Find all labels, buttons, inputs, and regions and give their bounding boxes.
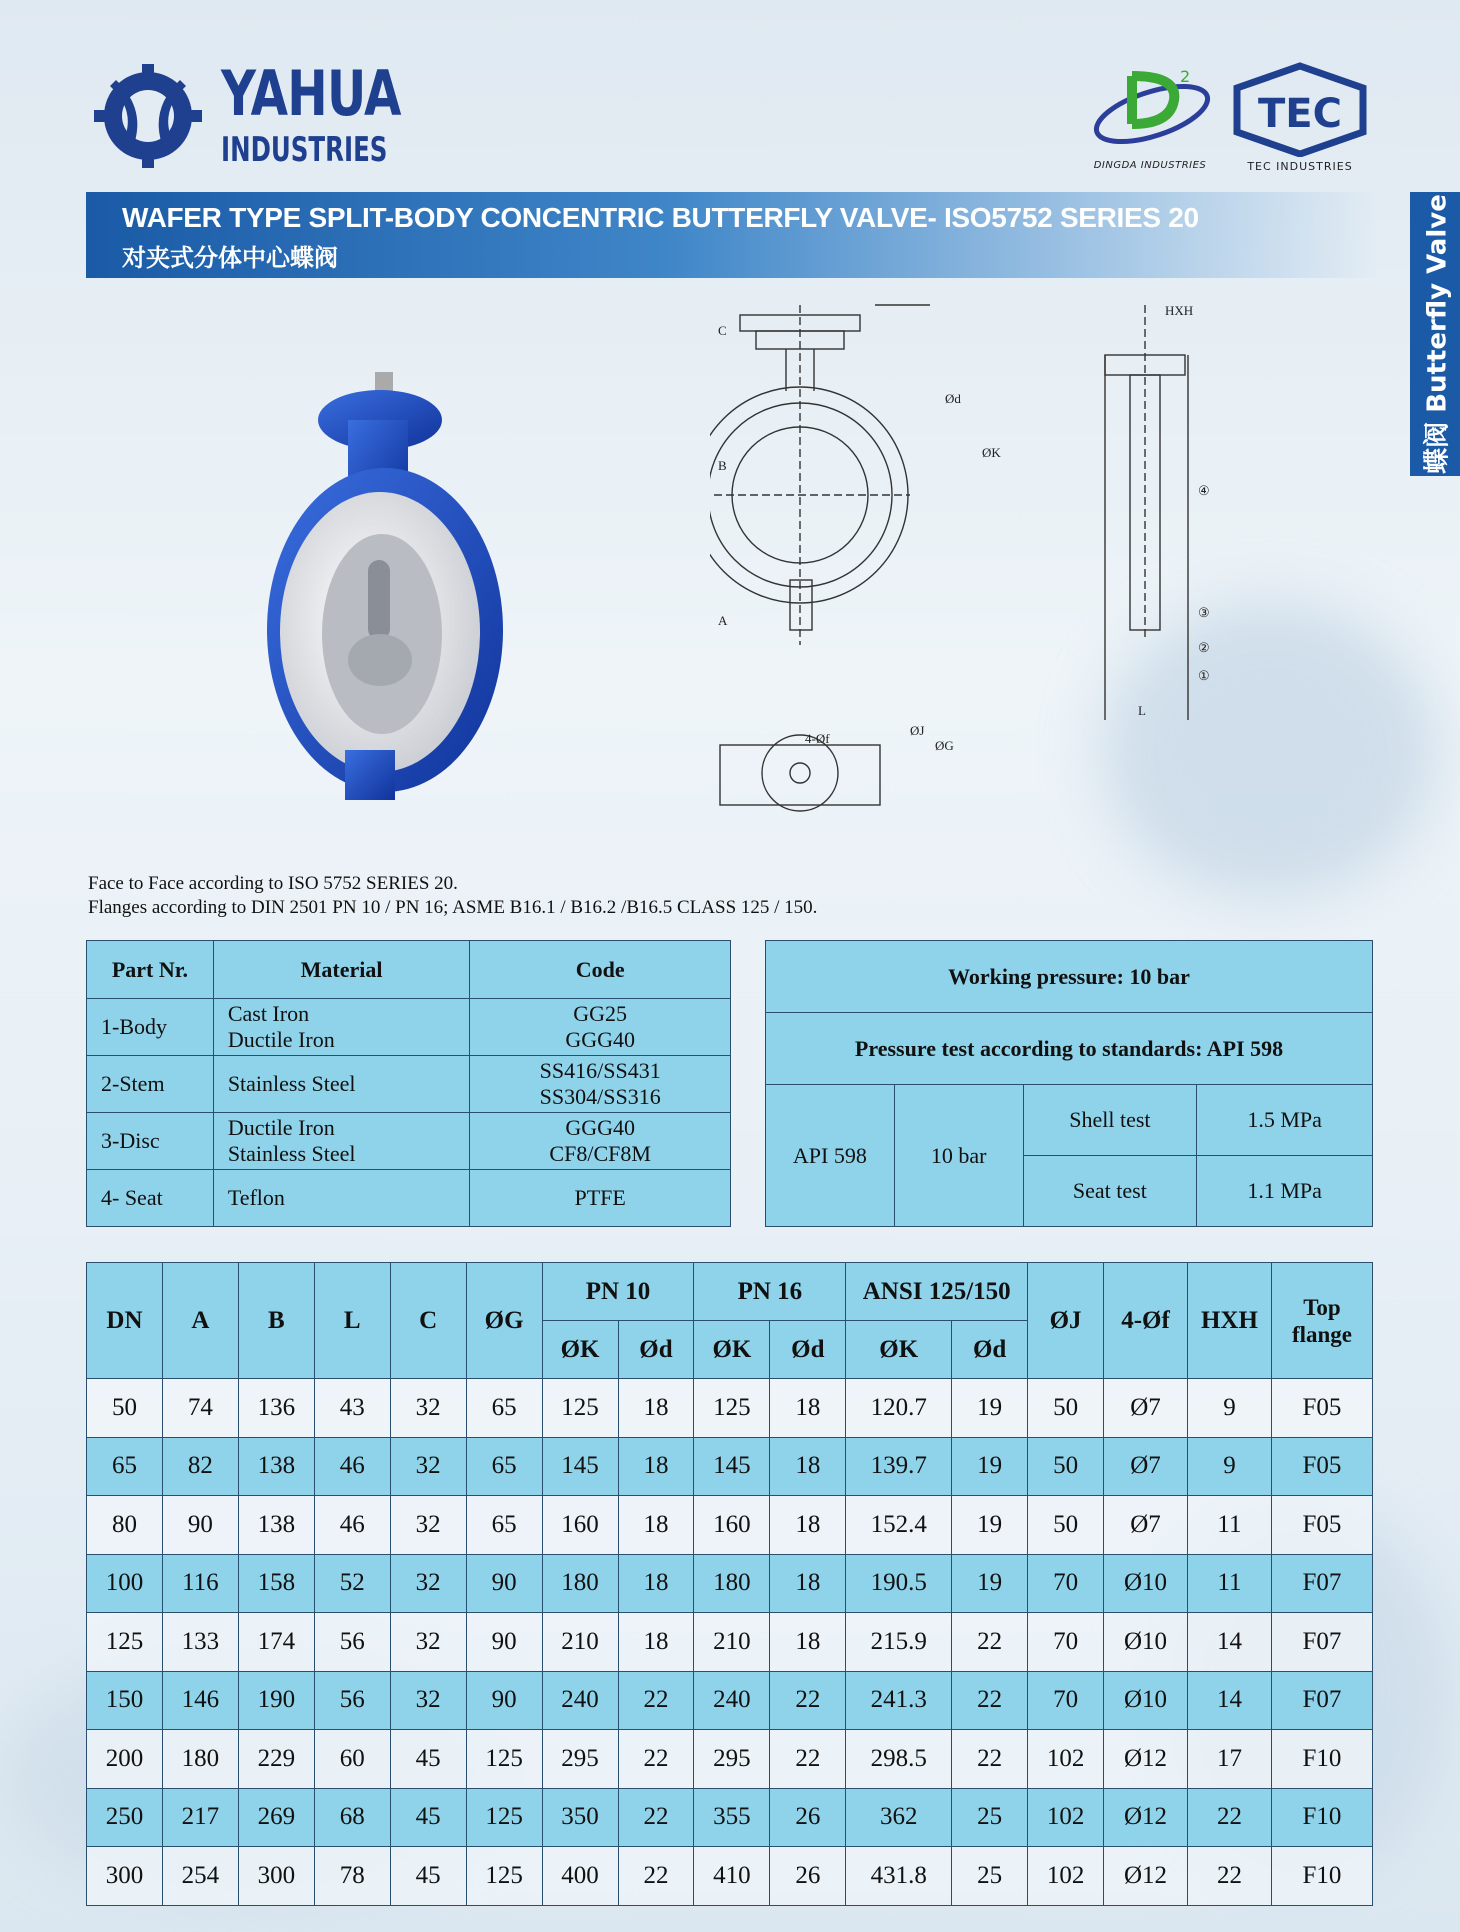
drawing-label-2: ②: [1198, 640, 1210, 655]
table-cell: 217: [162, 1788, 238, 1847]
table-cell: Ø10: [1104, 1554, 1188, 1613]
table-cell: 50: [87, 1379, 163, 1438]
seat-test-value: 1.1 MPa: [1197, 1156, 1373, 1227]
material-cell: Teflon: [213, 1170, 470, 1227]
table-row: [87, 1613, 1373, 1672]
table-cell: 145: [542, 1437, 618, 1496]
code-cell: [470, 1113, 731, 1170]
table-cell: 125: [466, 1788, 542, 1847]
table-cell: 410: [694, 1847, 770, 1906]
table-cell: 70: [1028, 1613, 1104, 1672]
category-side-tab: [1410, 192, 1460, 476]
table-cell: 210: [694, 1613, 770, 1672]
table-cell: 18: [618, 1437, 694, 1496]
code-line: GGG40: [565, 1115, 636, 1140]
table-cell: 138: [238, 1496, 314, 1555]
brand-sub: INDUSTRIES: [221, 130, 388, 170]
table-cell: 25: [952, 1788, 1028, 1847]
table-cell: 74: [162, 1379, 238, 1438]
table-cell: 46: [314, 1496, 390, 1555]
header-oj: ØJ: [1028, 1263, 1104, 1379]
materials-header: Material: [213, 941, 470, 999]
table-cell: 45: [390, 1788, 466, 1847]
header-ok: ØK: [542, 1321, 618, 1379]
table-cell: 240: [542, 1671, 618, 1730]
table-cell: 102: [1028, 1788, 1104, 1847]
drawing-label-1: ①: [1198, 668, 1210, 683]
table-cell: 210: [542, 1613, 618, 1672]
table-cell: 70: [1028, 1671, 1104, 1730]
yahua-logo: [86, 57, 426, 175]
table-cell: 300: [238, 1847, 314, 1906]
table-row: [87, 1170, 731, 1227]
table-cell: 18: [618, 1554, 694, 1613]
material-cell: [213, 999, 470, 1056]
test-standard-cell: API 598: [766, 1085, 895, 1227]
table-row: [87, 1788, 1373, 1847]
table-cell: F07: [1271, 1554, 1372, 1613]
table-cell: 22: [952, 1730, 1028, 1789]
table-cell: 120.7: [846, 1379, 952, 1438]
header-dn: DN: [87, 1263, 163, 1379]
table-cell: 269: [238, 1788, 314, 1847]
drawing-label-ok: ØK: [982, 445, 1001, 460]
code-line: SS416/SS431: [539, 1058, 661, 1083]
table-cell: 300: [87, 1847, 163, 1906]
header-top-flange: Top flange: [1271, 1263, 1372, 1379]
table-cell: 90: [466, 1613, 542, 1672]
table-cell: 125: [466, 1847, 542, 1906]
table-row: [87, 1847, 1373, 1906]
code-line: CF8/CF8M: [549, 1141, 651, 1166]
materials-table: [86, 940, 731, 1227]
table-cell: 70: [1028, 1554, 1104, 1613]
table-cell: 180: [542, 1554, 618, 1613]
table-cell: 229: [238, 1730, 314, 1789]
table-cell: Ø12: [1104, 1730, 1188, 1789]
table-row: [87, 1056, 731, 1113]
shell-test-label: Shell test: [1023, 1085, 1197, 1156]
header-l: L: [314, 1263, 390, 1379]
table-cell: 32: [390, 1554, 466, 1613]
table-cell: 100: [87, 1554, 163, 1613]
table-cell: 215.9: [846, 1613, 952, 1672]
tec-label: TEC INDUSTRIES: [1247, 160, 1353, 173]
brand-name: YAHUA: [221, 57, 401, 130]
header-od: Ød: [618, 1321, 694, 1379]
dimensions-table: [86, 1262, 1373, 1906]
dingda-label: DINGDA INDUSTRIES: [1093, 160, 1207, 171]
header-ok: ØK: [694, 1321, 770, 1379]
table-cell: 125: [87, 1613, 163, 1672]
table-cell: F10: [1271, 1788, 1372, 1847]
material-cell: [213, 1113, 470, 1170]
tec-hexagon-icon: [1225, 62, 1375, 157]
header-od: Ød: [952, 1321, 1028, 1379]
table-cell: 32: [390, 1671, 466, 1730]
table-cell: 160: [694, 1496, 770, 1555]
drawing-label-c: C: [718, 323, 727, 338]
table-cell: 241.3: [846, 1671, 952, 1730]
table-cell: 14: [1187, 1613, 1271, 1672]
table-cell: 295: [694, 1730, 770, 1789]
drawing-label-b: B: [718, 458, 727, 473]
table-cell: 116: [162, 1554, 238, 1613]
table-cell: F05: [1271, 1379, 1372, 1438]
table-cell: Ø10: [1104, 1613, 1188, 1672]
table-cell: 18: [618, 1379, 694, 1438]
table-cell: 350: [542, 1788, 618, 1847]
materials-header: Part Nr.: [87, 941, 214, 999]
table-cell: 52: [314, 1554, 390, 1613]
table-cell: 32: [390, 1496, 466, 1555]
table-cell: F05: [1271, 1437, 1372, 1496]
table-cell: 32: [390, 1437, 466, 1496]
page-subtitle: 对夹式分体中心蝶阀: [122, 244, 338, 272]
table-cell: 133: [162, 1613, 238, 1672]
table-cell: 18: [770, 1437, 846, 1496]
table-cell: 18: [770, 1554, 846, 1613]
header-pn16: PN 16: [694, 1263, 846, 1321]
table-cell: Ø12: [1104, 1788, 1188, 1847]
drawing-label-l: L: [1138, 703, 1146, 718]
table-cell: 45: [390, 1730, 466, 1789]
drawing-label-og: ØG: [935, 738, 954, 753]
table-cell: 26: [770, 1847, 846, 1906]
table-cell: 125: [466, 1730, 542, 1789]
drawing-label-od: Ød: [945, 391, 961, 406]
note-line: Face to Face according to ISO 5752 SERIES 20.: [88, 873, 458, 894]
header-pn10: PN 10: [542, 1263, 694, 1321]
drawing-label-4of: 4-Øf: [805, 731, 830, 746]
table-row: [87, 999, 731, 1056]
table-cell: 295: [542, 1730, 618, 1789]
table-row: [87, 1496, 1373, 1555]
table-cell: Ø7: [1104, 1496, 1188, 1555]
table-cell: 82: [162, 1437, 238, 1496]
table-cell: F10: [1271, 1847, 1372, 1906]
table-cell: 90: [466, 1554, 542, 1613]
table-row: [87, 1730, 1373, 1789]
table-cell: 32: [390, 1613, 466, 1672]
table-cell: 146: [162, 1671, 238, 1730]
table-cell: 46: [314, 1437, 390, 1496]
table-cell: 18: [770, 1379, 846, 1438]
table-cell: F10: [1271, 1730, 1372, 1789]
table-cell: 65: [466, 1379, 542, 1438]
table-cell: 56: [314, 1613, 390, 1672]
table-row: [87, 1554, 1373, 1613]
table-row: [87, 1379, 1373, 1438]
material-line: Cast Iron: [227, 1001, 310, 1026]
header-ansi: ANSI 125/150: [846, 1263, 1028, 1321]
table-cell: 190: [238, 1671, 314, 1730]
part-cell: 3-Disc: [87, 1113, 214, 1170]
table-cell: 200: [87, 1730, 163, 1789]
table-cell: 19: [952, 1496, 1028, 1555]
table-cell: Ø7: [1104, 1437, 1188, 1496]
code-cell: [470, 1056, 731, 1113]
table-cell: 78: [314, 1847, 390, 1906]
table-cell: 125: [694, 1379, 770, 1438]
table-cell: 431.8: [846, 1847, 952, 1906]
table-cell: 17: [1187, 1730, 1271, 1789]
material-line: Ductile Iron: [227, 1027, 335, 1052]
table-cell: 18: [770, 1496, 846, 1555]
header-hxh: HXH: [1187, 1263, 1271, 1379]
table-cell: 60: [314, 1730, 390, 1789]
table-cell: 18: [770, 1613, 846, 1672]
table-cell: Ø10: [1104, 1671, 1188, 1730]
table-cell: 19: [952, 1379, 1028, 1438]
table-cell: 150: [87, 1671, 163, 1730]
drawing-label-3: ③: [1198, 605, 1210, 620]
shell-test-value: 1.5 MPa: [1197, 1085, 1373, 1156]
spec-notes: [88, 872, 817, 920]
table-cell: 240: [694, 1671, 770, 1730]
drawing-label-oj: ØJ: [910, 723, 925, 738]
table-cell: 11: [1187, 1554, 1271, 1613]
test-rating-cell: 10 bar: [894, 1085, 1023, 1227]
table-cell: 19: [952, 1554, 1028, 1613]
table-cell: 68: [314, 1788, 390, 1847]
table-cell: 139.7: [846, 1437, 952, 1496]
table-cell: 400: [542, 1847, 618, 1906]
table-cell: 50: [1028, 1437, 1104, 1496]
yahua-gear-icon: [86, 60, 216, 170]
table-cell: 22: [618, 1847, 694, 1906]
table-cell: 19: [952, 1437, 1028, 1496]
table-cell: 22: [618, 1730, 694, 1789]
table-cell: 90: [466, 1671, 542, 1730]
working-pressure: Working pressure: 10 bar: [766, 941, 1373, 1013]
table-cell: 362: [846, 1788, 952, 1847]
table-row: [87, 1113, 731, 1170]
code-cell: [470, 999, 731, 1056]
table-cell: 14: [1187, 1671, 1271, 1730]
material-line: Ductile Iron: [227, 1115, 335, 1140]
valve-product-photo: [230, 360, 540, 810]
dingda-logo: [1080, 62, 1220, 177]
table-cell: 18: [618, 1496, 694, 1555]
table-cell: 65: [466, 1496, 542, 1555]
table-cell: 32: [390, 1379, 466, 1438]
table-cell: 355: [694, 1788, 770, 1847]
table-cell: 9: [1187, 1379, 1271, 1438]
header-od: Ød: [770, 1321, 846, 1379]
table-cell: F05: [1271, 1496, 1372, 1555]
table-cell: 174: [238, 1613, 314, 1672]
header-b: B: [238, 1263, 314, 1379]
part-cell: 1-Body: [87, 999, 214, 1056]
table-cell: 45: [390, 1847, 466, 1906]
table-row: [87, 1671, 1373, 1730]
table-cell: 22: [952, 1613, 1028, 1672]
table-cell: 138: [238, 1437, 314, 1496]
table-cell: 22: [1187, 1847, 1271, 1906]
table-cell: 136: [238, 1379, 314, 1438]
table-cell: 102: [1028, 1730, 1104, 1789]
table-cell: 11: [1187, 1496, 1271, 1555]
drawing-label-4: ④: [1198, 483, 1210, 498]
pressure-test-standard: Pressure test according to standards: API 598: [766, 1013, 1373, 1085]
material-line: Stainless Steel: [227, 1141, 356, 1166]
table-cell: F07: [1271, 1671, 1372, 1730]
header-og: ØG: [466, 1263, 542, 1379]
table-cell: 160: [542, 1496, 618, 1555]
table-cell: 65: [466, 1437, 542, 1496]
table-cell: F07: [1271, 1613, 1372, 1672]
code-line: GGG40: [565, 1027, 636, 1052]
table-cell: 250: [87, 1788, 163, 1847]
page-title: WAFER TYPE SPLIT-BODY CONCENTRIC BUTTERFLY VALVE- ISO5752 SERIES 20: [122, 202, 1199, 233]
code-line: GG25: [573, 1001, 628, 1026]
table-cell: 102: [1028, 1847, 1104, 1906]
tec-logo: [1225, 62, 1375, 177]
table-cell: 18: [618, 1613, 694, 1672]
drawing-label-a: A: [718, 613, 728, 628]
dingda-d2-icon: [1080, 62, 1220, 157]
svg-text:2: 2: [1180, 67, 1191, 86]
table-cell: 65: [87, 1437, 163, 1496]
table-cell: 80: [87, 1496, 163, 1555]
header-4of: 4-Øf: [1104, 1263, 1188, 1379]
table-cell: 145: [694, 1437, 770, 1496]
material-cell: Stainless Steel: [213, 1056, 470, 1113]
table-row: [87, 1437, 1373, 1496]
table-cell: 152.4: [846, 1496, 952, 1555]
code-cell: PTFE: [470, 1170, 731, 1227]
table-cell: 25: [952, 1847, 1028, 1906]
table-cell: 50: [1028, 1496, 1104, 1555]
table-cell: 90: [162, 1496, 238, 1555]
tec-mark: TEC: [1258, 91, 1342, 137]
valve-technical-drawing: [710, 295, 1270, 855]
drawing-label-hxh: HXH: [1165, 303, 1194, 318]
table-cell: 9: [1187, 1437, 1271, 1496]
table-cell: 56: [314, 1671, 390, 1730]
header-ok: ØK: [846, 1321, 952, 1379]
table-cell: Ø12: [1104, 1847, 1188, 1906]
header-c: C: [390, 1263, 466, 1379]
seat-test-label: Seat test: [1023, 1156, 1197, 1227]
table-cell: 22: [1187, 1788, 1271, 1847]
code-line: SS304/SS316: [539, 1084, 661, 1109]
table-cell: 190.5: [846, 1554, 952, 1613]
table-cell: 298.5: [846, 1730, 952, 1789]
table-cell: 180: [162, 1730, 238, 1789]
table-cell: 22: [770, 1730, 846, 1789]
table-cell: 22: [770, 1671, 846, 1730]
table-cell: 22: [952, 1671, 1028, 1730]
table-cell: 125: [542, 1379, 618, 1438]
table-cell: 180: [694, 1554, 770, 1613]
table-cell: 26: [770, 1788, 846, 1847]
title-banner: [86, 192, 1376, 278]
part-cell: 4- Seat: [87, 1170, 214, 1227]
header-a: A: [162, 1263, 238, 1379]
table-cell: 158: [238, 1554, 314, 1613]
table-cell: 43: [314, 1379, 390, 1438]
materials-header: Code: [470, 941, 731, 999]
note-line: Flanges according to DIN 2501 PN 10 / PN 16; ASME B16.1 / B16.2 /B16.5 CLASS 125 / 150.: [88, 897, 818, 918]
table-cell: 22: [618, 1788, 694, 1847]
table-cell: Ø7: [1104, 1379, 1188, 1438]
category-label: 蝶阀 Butterfly Valve: [1422, 194, 1453, 474]
table-cell: 22: [618, 1671, 694, 1730]
pressure-table: [765, 940, 1373, 1227]
table-cell: 254: [162, 1847, 238, 1906]
table-cell: 50: [1028, 1379, 1104, 1438]
part-cell: 2-Stem: [87, 1056, 214, 1113]
